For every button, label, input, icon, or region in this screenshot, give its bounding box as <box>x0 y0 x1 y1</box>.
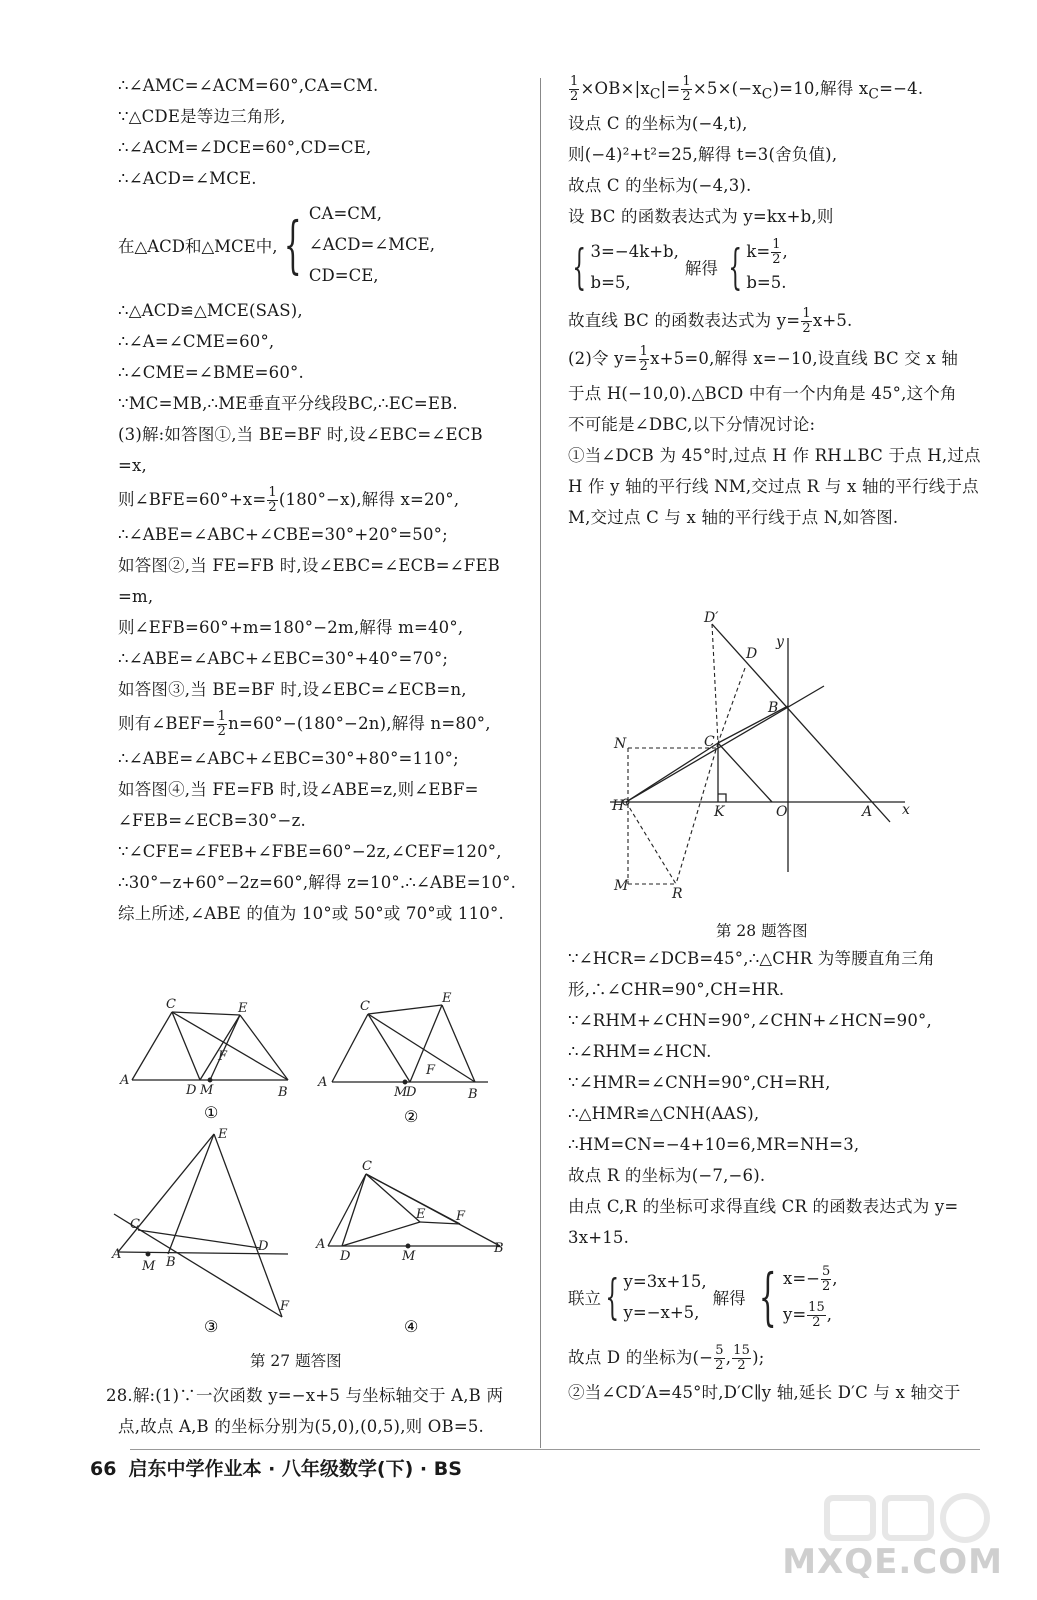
point-label: A <box>862 804 873 820</box>
text-line: H 作 y 轴的平行线 NM,交过点 R 与 x 轴的平行线于点 <box>568 477 979 496</box>
point-label: C <box>130 1217 140 1232</box>
fraction <box>267 486 277 515</box>
text-line: 综上所述,∠ABE 的值为 10°或 50°或 70°或 110°. <box>118 904 504 923</box>
text-line: 则(−4)²+t²=25,解得 t=3(舍负值), <box>568 145 838 164</box>
text-line: ∵∠HMR=∠CNH=90°,CH=RH, <box>568 1073 831 1092</box>
point-label: H <box>612 798 625 814</box>
text-line: 点,故点 A,B 的坐标分别为(5,0),(0,5),则 OB=5. <box>118 1417 485 1436</box>
text-line: ∴△ACD≌△MCE(SAS), <box>118 301 303 320</box>
fraction-denominator: 2 <box>772 252 781 267</box>
point-label: A <box>120 1073 130 1088</box>
text-line: ∴∠ABE=∠ABC+∠CBE=30°+20°=50°; <box>118 525 448 544</box>
text-line <box>118 705 528 743</box>
point-label: D <box>258 1239 269 1254</box>
diagram-number: ③ <box>204 1317 219 1336</box>
fraction-numerator: 1 <box>570 74 579 89</box>
diagram-1 <box>132 1012 288 1082</box>
fraction <box>771 238 781 267</box>
fraction-numerator: 1 <box>772 237 781 252</box>
right-column-lower <box>568 943 988 1408</box>
fraction-denominator: 2 <box>737 1358 746 1373</box>
book-title: 启东中学作业本 · 八年级数学(下) · BS <box>128 1458 462 1480</box>
fraction <box>681 75 691 104</box>
brace-icon: { <box>728 239 742 295</box>
point-label: F <box>280 1299 290 1314</box>
diagram-number: ② <box>404 1107 419 1126</box>
text-line: =m, <box>118 587 154 606</box>
text-line: 形,∴∠CHR=90°,CH=HR. <box>568 980 785 999</box>
fraction <box>714 1344 724 1373</box>
text-line: ∴∠CME=∠BME=60°. <box>118 363 304 382</box>
text-run: 则有∠BEF= <box>118 714 216 733</box>
text-line: ∴HM=CN=−4+10=6,MR=NH=3, <box>568 1135 860 1154</box>
fraction <box>821 1265 831 1294</box>
system-line: 3=−4k+b, <box>590 242 679 261</box>
fraction-denominator: 2 <box>715 1358 724 1373</box>
point-label: D <box>746 646 758 662</box>
system-line <box>746 236 787 267</box>
column-divider <box>540 78 541 1448</box>
text-run: |= <box>660 79 681 98</box>
point-label: D <box>406 1085 417 1100</box>
point-label: C <box>360 999 370 1014</box>
text-run: ×5×(−x <box>692 79 762 98</box>
point-label: B <box>494 1241 504 1256</box>
subscript: C <box>761 86 773 103</box>
text-line: ∠FEB=∠ECB=30°−z. <box>118 811 306 830</box>
system-line: b=5. <box>746 273 787 292</box>
point-label: B <box>468 1087 478 1102</box>
text-run: (180°−x),解得 x=20°, <box>278 490 460 509</box>
point-label: y <box>776 634 784 650</box>
point-label: E <box>416 1207 426 1222</box>
system-line: y=3x+15, <box>623 1272 707 1291</box>
point-label: x <box>902 802 910 818</box>
fraction-denominator: 2 <box>570 89 579 104</box>
page-number: 66 <box>90 1458 117 1480</box>
fraction <box>807 1301 826 1330</box>
text-line: 于点 H(−10,0).△BCD 中有一个内角是 45°,这个角 <box>568 384 957 403</box>
text-line <box>568 302 988 340</box>
equation-system <box>568 1261 988 1333</box>
fraction <box>217 710 227 739</box>
text-line: ①当∠DCB 为 45°时,过点 H 作 RH⊥BC 于点 H,过点 <box>568 446 981 465</box>
text-line: 3x+15. <box>568 1228 630 1247</box>
text-line: 则∠EFB=60°+m=180°−2m,解得 m=40°, <box>118 618 464 637</box>
fraction <box>801 307 811 336</box>
question-28-block <box>106 1380 503 1442</box>
point-label: M <box>402 1249 416 1264</box>
point-label: E <box>238 1001 248 1016</box>
text-line: ∴∠AMC=∠ACM=60°,CA=CM. <box>118 76 379 95</box>
page-footer <box>90 1454 462 1481</box>
figure-27-diagrams <box>110 992 510 1352</box>
point-label: E <box>218 1127 228 1142</box>
text-line: 如答图④,当 FE=FB 时,设∠ABE=z,则∠EBF= <box>118 780 479 799</box>
point-label: A <box>318 1075 328 1090</box>
point-label: M <box>394 1085 408 1100</box>
text-line: ②当∠CD′A=45°时,D′C∥y 轴,延长 D′C 与 x 轴交于 <box>568 1383 961 1402</box>
figure-28-caption: 第 28 题答图 <box>716 922 808 940</box>
text-line: 如答图②,当 FE=FB 时,设∠EBC=∠ECB=∠FEB <box>118 556 501 575</box>
point-label: E <box>442 992 452 1006</box>
text-run: 故直线 BC 的函数表达式为 y= <box>568 311 801 330</box>
point-label: C <box>166 997 176 1012</box>
text-run: , <box>725 1348 732 1367</box>
text-line <box>568 70 988 108</box>
point-label: A <box>112 1247 122 1262</box>
fraction-denominator: 2 <box>682 89 691 104</box>
point-label: B <box>768 700 779 716</box>
system-line: b=5, <box>590 273 631 292</box>
text-line <box>568 1339 988 1377</box>
fraction <box>569 75 579 104</box>
text-run: ); <box>752 1348 765 1367</box>
text-line: 故点 C 的坐标为(−4,3). <box>568 176 752 195</box>
text-run: =−4. <box>879 79 924 98</box>
fraction-numerator: 5 <box>715 1343 724 1358</box>
text-run: k= <box>746 242 771 261</box>
text-run: , <box>826 1305 832 1324</box>
point-label: M <box>142 1259 156 1274</box>
text-line: 设 BC 的函数表达式为 y=kx+b,则 <box>568 207 834 226</box>
system-prefix: 联立 <box>568 1289 601 1308</box>
text-line: ∵MC=MB,∴ME垂直平分线段BC,∴EC=EB. <box>118 394 458 413</box>
fraction-numerator: 1 <box>639 344 649 359</box>
point-label: M <box>200 1083 214 1098</box>
text-line: ∴30°−z+60°−2z=60°,解得 z=10°.∴∠ABE=10°. <box>118 873 517 892</box>
diagram-number: ① <box>204 1103 219 1122</box>
brace-icon: { <box>758 1260 777 1333</box>
brace-icon: { <box>572 239 587 295</box>
point-label: R <box>672 886 683 902</box>
system-line: ∠ACD=∠MCE, <box>308 235 435 254</box>
fraction-denominator: 2 <box>812 1315 821 1330</box>
text-line: (3)解:如答图①,当 BE=BF 时,设∠EBC=∠ECB <box>118 425 483 444</box>
diagram-3 <box>114 1134 288 1317</box>
subscript: C <box>649 86 661 103</box>
text-line: =x, <box>118 456 147 475</box>
point-label: K <box>714 804 725 820</box>
fraction-numerator: 1 <box>682 74 691 89</box>
point-label: F <box>218 1049 228 1064</box>
text-line: ∵△CDE是等边三角形, <box>118 107 286 126</box>
system-solve-label: 解得 <box>712 1289 746 1308</box>
fraction-numerator: 5 <box>821 1264 831 1279</box>
text-line: 如答图③,当 BE=BF 时,设∠EBC=∠ECB=n, <box>118 680 467 699</box>
point-label: B <box>278 1085 288 1100</box>
left-column <box>118 70 528 929</box>
system-line: y=−x+5, <box>623 1303 700 1322</box>
text-run: x=− <box>783 1269 820 1288</box>
text-run: 则∠BFE=60°+x= <box>118 490 267 509</box>
fraction-denominator: 2 <box>639 359 649 374</box>
text-line <box>568 340 988 378</box>
text-run: n=60°−(180°−2n),解得 n=80°, <box>228 714 491 733</box>
text-line: 28.解:(1)∵一次函数 y=−x+5 与坐标轴交于 A,B 两 <box>106 1386 504 1405</box>
text-line: ∵∠CFE=∠FEB+∠FBE=60°−2z,∠CEF=120°, <box>118 842 502 861</box>
text-line: 故点 R 的坐标为(−7,−6). <box>568 1166 766 1185</box>
point-label: A <box>316 1237 326 1252</box>
text-line: ∴∠ACM=∠DCE=60°,CD=CE, <box>118 138 372 157</box>
text-run: , <box>782 242 788 261</box>
text-run: (2)令 y= <box>568 349 638 368</box>
text-line: ∴∠A=∠CME=60°, <box>118 332 275 351</box>
point-label: C <box>704 734 715 750</box>
text-line: ∵∠HCR=∠DCB=45°,∴△CHR 为等腰直角三角 <box>568 949 935 968</box>
fraction <box>732 1344 751 1373</box>
text-line: ∴△HMR≌△CNH(AAS), <box>568 1104 760 1123</box>
equation-system <box>118 198 528 291</box>
text-run: x+5=0,解得 x=−10,设直线 BC 交 x 轴 <box>650 349 959 368</box>
fraction-numerator: 15 <box>733 1343 751 1358</box>
fraction-numerator: 1 <box>268 485 277 500</box>
text-line: ∴∠ACD=∠MCE. <box>118 169 257 188</box>
diagram-2 <box>332 1005 488 1084</box>
text-line: ∵∠RHM+∠CHN=90°,∠CHN+∠HCN=90°, <box>568 1011 932 1030</box>
text-line: 不可能是∠DBC,以下分情况讨论: <box>568 415 816 434</box>
point-label: N <box>614 736 627 752</box>
point-label: F <box>426 1063 436 1078</box>
point-label: B <box>166 1255 176 1270</box>
point-label: M <box>614 878 629 894</box>
point-label: O <box>776 804 788 820</box>
point-label: D′ <box>704 610 719 626</box>
text-run: (− <box>692 1348 714 1367</box>
point-label: F <box>456 1209 466 1224</box>
footer-rule <box>130 1449 980 1450</box>
system-solve-label: 解得 <box>684 259 718 278</box>
fraction-denominator: 2 <box>268 500 277 515</box>
fraction-denominator: 2 <box>217 724 227 739</box>
right-column <box>568 70 988 533</box>
diagram-4 <box>328 1174 500 1248</box>
figure-28-diagram <box>600 610 930 910</box>
text-line: M,交过点 C 与 x 轴的平行线于点 N,如答图. <box>568 508 899 527</box>
text-run: y= <box>783 1305 807 1324</box>
text-line <box>118 481 528 519</box>
text-line: ∴∠RHM=∠HCN. <box>568 1042 712 1061</box>
text-line: ∴∠ABE=∠ABC+∠EBC=30°+80°=110°; <box>118 749 459 768</box>
watermark-text: MXQE.COM <box>782 1542 1003 1582</box>
fraction-numerator: 15 <box>808 1300 825 1315</box>
system-prefix: 在△ACD和△MCE中, <box>118 236 278 256</box>
fraction-denominator: 2 <box>821 1279 831 1294</box>
equation-system <box>568 236 988 298</box>
text-run: ×OB×|x <box>580 79 650 98</box>
fraction-numerator: 1 <box>217 709 227 724</box>
brace-icon: { <box>605 1269 620 1325</box>
point-label: D <box>340 1249 351 1264</box>
system-line <box>783 1261 838 1297</box>
text-line: ∴∠ABE=∠ABC+∠EBC=30°+40°=70°; <box>118 649 449 668</box>
text-run: x+5. <box>812 311 853 330</box>
diagram-number: ④ <box>404 1317 419 1336</box>
fraction <box>639 345 649 374</box>
system-line: CD=CE, <box>308 266 379 285</box>
text-run: 故点 D 的坐标为 <box>568 1348 693 1367</box>
figure-27-caption: 第 27 题答图 <box>250 1352 342 1370</box>
text-line: 设点 C 的坐标为(−4,t), <box>568 114 748 133</box>
point-label: C <box>362 1159 372 1174</box>
text-run: , <box>832 1269 838 1288</box>
brace-icon: { <box>284 207 303 281</box>
subscript: C <box>868 86 880 103</box>
point-label: D <box>186 1083 197 1098</box>
text-line: 由点 C,R 的坐标可求得直线 CR 的函数表达式为 y= <box>568 1197 959 1216</box>
text-run: )=10,解得 x <box>772 79 869 98</box>
system-line <box>783 1297 838 1333</box>
fraction-numerator: 1 <box>802 306 811 321</box>
system-line: CA=CM, <box>308 204 383 223</box>
fraction-denominator: 2 <box>802 321 811 336</box>
